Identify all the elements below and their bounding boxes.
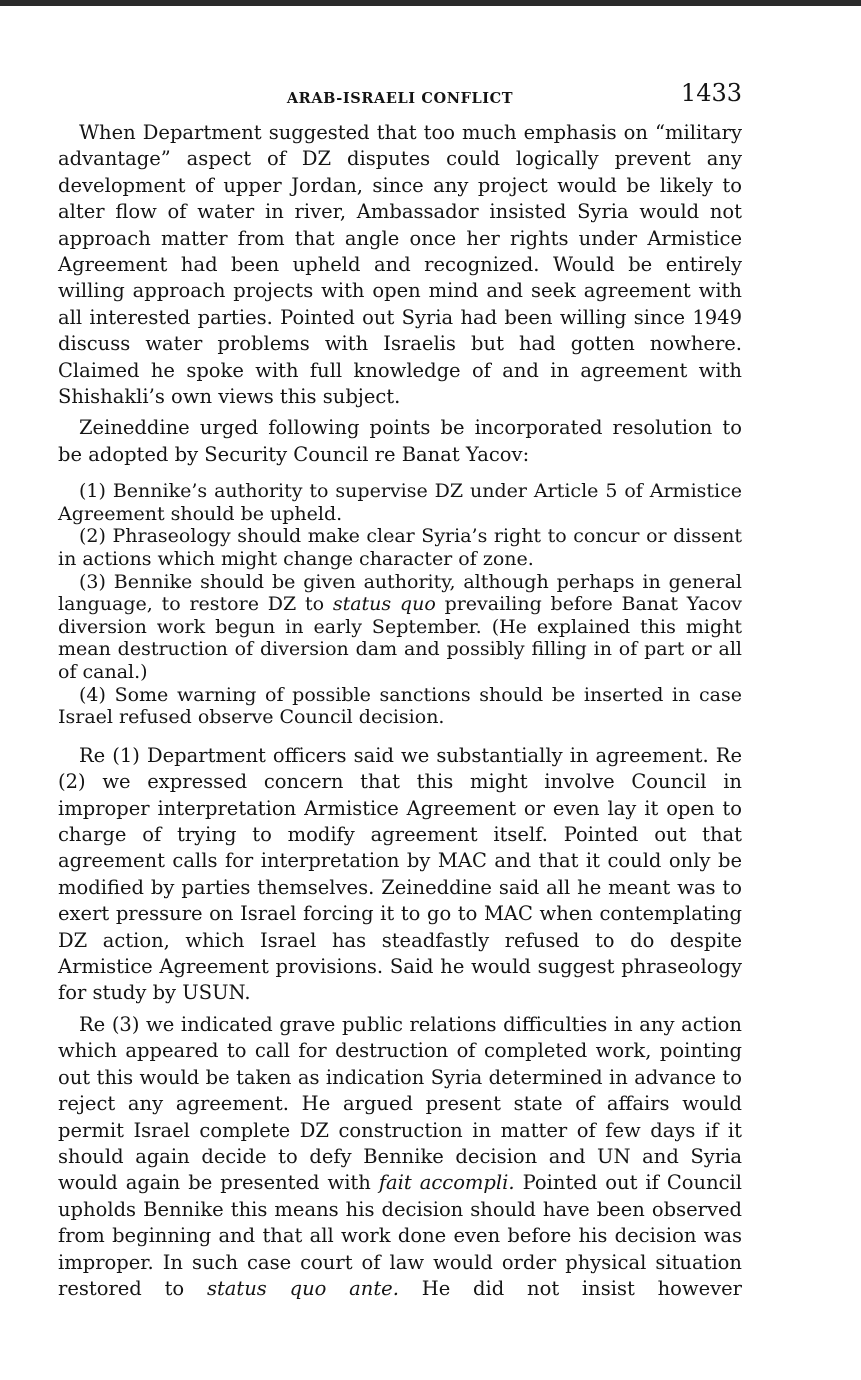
paragraph-department-suggestion	[58, 120, 742, 410]
paragraph-4-text-3: He did not insist however	[398, 1276, 743, 1300]
numbered-points-list	[58, 480, 742, 729]
page-number: 1433	[680, 79, 742, 107]
point-3-italic-status-quo: status quo	[332, 593, 436, 616]
body-text	[58, 120, 742, 1302]
paragraph-re-points-1-2: Re (1) Department officers said we substantially in agreement. Re (2) we expressed concern that this might involve Council in improper interpretation Armistice Agreement or even lay it open to charge of trying to modify agreement itself. Pointed out that agreement calls for interpretation by MAC and that it could only be modified by parties themselves. Zeineddine said all he meant was to exert pressure on Israel forcing it to go to MAC when contemplating DZ action, which Israel has steadfastly refused to do despite Armistice Agreement provisions. Said he would suggest phraseology for study by USUN.	[58, 743, 742, 1005]
point-item-4: (4) Some warning of possible sanctions should be inserted in case Israel refused observe Council decision.	[58, 683, 742, 729]
paragraph-4-text-2: Pointed out if Council upholds Bennike this means his decision should have been observed from beginning and that all work done even before his decision was improper. In such case court of law would order physical situation restored to	[58, 1171, 743, 1300]
point-3-text-before: (3) Bennike should be given authority, although perhaps in general language, to restore DZ to	[58, 570, 742, 616]
running-title: ARAB-ISRAELI CONFLICT	[286, 90, 514, 107]
paragraph-1-text: When Department suggested that too much emphasis on “military advantage” aspect of DZ disputes could logically prevent any development of upper Jordan, since any project would be likely to alter flow of water in river, Ambassador insisted Syria would not approach matter from that angle once her rights under Armistice Agreement had been upheld and recognized. Would be entirely willing approach projects with open mind and seek agreement with all interested parties. Pointed out Syria had been willing since 1949 discuss water problems with Israelis but had gotten nowhere. Claimed he spoke with full knowledge of and in agreement with Shishakli’s own views this subject.	[58, 121, 742, 409]
running-head	[58, 80, 742, 120]
point-item-2: (2) Phraseology should make clear Syria’s right to concur or dissent in actions which might change character of zone.	[58, 525, 742, 571]
paragraph-4-italic-fait-accompli: fait accompli.	[378, 1171, 515, 1195]
paragraph-4-italic-status-quo-ante: status quo ante.	[206, 1276, 399, 1300]
document-page	[58, 80, 742, 1302]
page-top-edge	[0, 0, 861, 6]
point-3-text-after: prevailing before Banat Yacov diversion work begun in early September. (He explained this might mean destruction of diversion dam and possibly filling in of part or all of canal.)	[58, 593, 743, 684]
point-item-3	[58, 571, 742, 684]
point-item-1: (1) Bennike’s authority to supervise DZ under Article 5 of Armistice Agreement should be upheld.	[58, 480, 742, 525]
paragraph-re-point-3	[58, 1012, 742, 1302]
paragraph-4-text-1: Re (3) we indicated grave public relations difficulties in any action which appeared to call for destruction of completed work, pointing out this would be taken as indication Syria determined in advance to reject any agreement. He argued present state of affairs would permit Israel complete DZ construction in matter of few days if it should again decide to defy Bennike decision and UN and Syria would again be presented with	[58, 1012, 742, 1195]
paragraph-zeineddine-points-intro: Zeineddine urged following points be incorporated resolution to be adopted by Security Council re Banat Yacov:	[58, 416, 742, 466]
